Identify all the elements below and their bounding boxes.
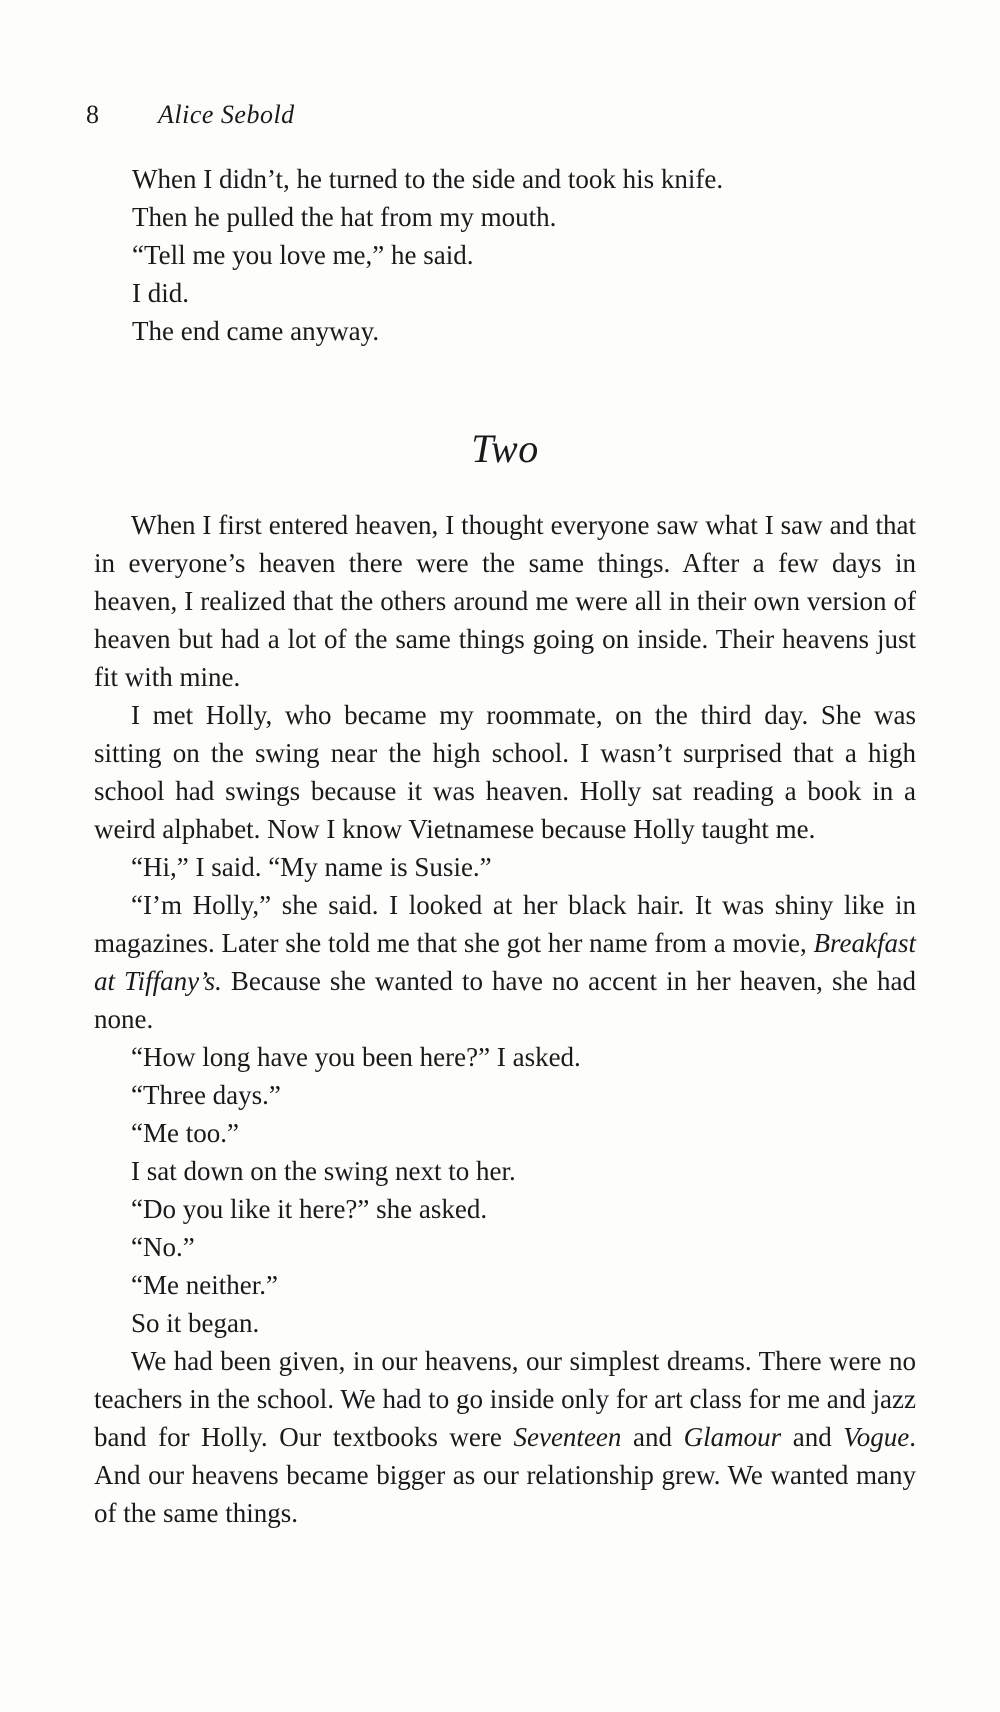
paragraph: When I first entered heaven, I thought everyone saw what I saw and that in everyone’s heaven there were the same things. After a few days in heaven, I realized that the others around me were all in their own version of heaven but had a lot of the same things going on inside. Their heavens just fit with mine.: [94, 510, 916, 692]
opening-line: Then he pulled the hat from my mouth.: [132, 202, 557, 232]
paragraph: “Me neither.”: [131, 1270, 278, 1300]
magazine-title: Vogue: [843, 1422, 910, 1452]
paragraph: I met Holly, who became my roommate, on the third day. She was sitting on the swing near the high school. I wasn’t surprised that a high school had swings because it was heaven. Holly sat reading a book in a weird alphabet. Now I know Vietnamese because Holly taught me.: [94, 700, 916, 844]
paragraph-text: “I’m Holly,” she said. I looked at her black hair. It was shiny like in magazines. Later she told me that she got her name from a movie,: [94, 890, 916, 958]
paragraph-text: . And our heavens became bigger as our relationship grew. We wanted many of the same things.: [94, 1422, 917, 1528]
magazine-title: Seventeen: [513, 1422, 622, 1452]
paragraph: “Hi,” I said. “My name is Susie.”: [131, 852, 492, 882]
chapter-two-body: [94, 506, 916, 1532]
paragraph: So it began.: [131, 1308, 260, 1338]
paragraph-text: and: [781, 1422, 844, 1452]
chapter-one-ending: [132, 160, 932, 350]
opening-line: The end came anyway.: [132, 316, 380, 346]
paragraph: [94, 886, 916, 1038]
opening-line: “Tell me you love me,” he said.: [132, 240, 474, 270]
paragraph: I sat down on the swing next to her.: [131, 1156, 516, 1186]
magazine-title: Glamour: [683, 1422, 782, 1452]
paragraph: “How long have you been here?” I asked.: [131, 1042, 581, 1072]
chapter-title: Two: [471, 426, 539, 471]
chapter-heading: [0, 425, 1000, 472]
paragraph: “Do you like it here?” she asked.: [131, 1194, 488, 1224]
paragraph: “Me too.”: [131, 1118, 239, 1148]
opening-line: I did.: [132, 278, 189, 308]
paragraph-text: We had been given, in our heavens, our simplest dreams. There were no teachers in the school. We had to go inside only for art class for me and jazz band for Holly. Our textbooks were: [94, 1346, 916, 1452]
paragraph-text: and: [621, 1422, 684, 1452]
page-number: 8: [86, 100, 99, 129]
movie-title: Breakfast at Tiffany’s.: [94, 928, 916, 996]
author-name: Alice Sebold: [158, 100, 295, 129]
paragraph: “Three days.”: [131, 1080, 281, 1110]
running-header: [86, 100, 295, 130]
paragraph-text: Because she wanted to have no accent in her heaven, she had none.: [94, 966, 916, 1034]
opening-line: When I didn’t, he turned to the side and took his knife.: [132, 164, 724, 194]
paragraph: [94, 1342, 916, 1532]
paragraph: “No.”: [131, 1232, 195, 1262]
